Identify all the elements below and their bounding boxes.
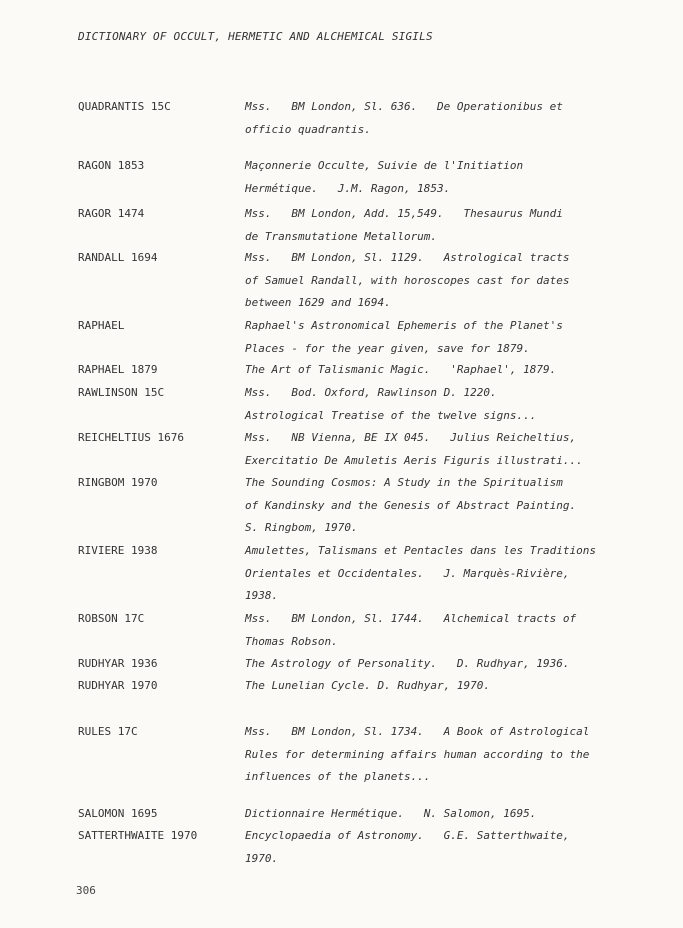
description-line: The Art of Talismanic Magic. 'Raphael', 1879. — [245, 363, 557, 376]
description-line: de Transmutatione Metallorum. — [245, 229, 438, 243]
entry-description — [245, 476, 655, 544]
description-line: Raphael's Astronomical Ephemeris of the Planet's — [245, 319, 563, 332]
entry-key: RUDHYAR 1936 — [78, 657, 158, 670]
entry-description — [245, 159, 655, 204]
entry-key: RANDALL 1694 — [78, 251, 158, 264]
description-line: The Sounding Cosmos: A Study in the Spiritualism — [245, 476, 563, 489]
description-line: Orientales et Occidentales. J. Marquès-Rivière, — [245, 566, 570, 580]
entry-key: RIVIERE 1938 — [78, 544, 158, 557]
description-line: Maçonnerie Occulte, Suivie de l'Initiation — [245, 159, 524, 172]
entry-key: QUADRANTIS 15C — [78, 100, 171, 113]
entry-description — [245, 431, 655, 476]
description-line: influences of the planets... — [245, 770, 431, 783]
entry-description — [245, 829, 655, 874]
entry-key: RAGOR 1474 — [78, 207, 145, 220]
description-line: Astrological Treatise of the twelve signs... — [245, 408, 537, 422]
description-line: Mss. BM London, Sl. 1744. Alchemical tracts of — [245, 612, 577, 625]
description-line: The Astrology of Personality. D. Rudhyar, 1936. — [245, 657, 570, 670]
running-header: DICTIONARY OF OCCULT, HERMETIC AND ALCHEMICAL SIGILS — [78, 30, 433, 43]
description-line: Mss. BM London, Sl. 636. De Operationibus et — [245, 100, 563, 113]
entry-description — [245, 657, 655, 680]
entry-key: RAPHAEL 1879 — [78, 363, 158, 376]
description-line: Mss. BM London, Sl. 1129. Astrological tracts — [245, 251, 570, 264]
entry-key: RINGBOM 1970 — [78, 476, 158, 489]
description-line: The Lunelian Cycle. D. Rudhyar, 1970. — [245, 679, 491, 692]
entry-key: ROBSON 17C — [78, 612, 145, 625]
entry-description — [245, 725, 655, 793]
description-line: 1970. — [245, 851, 279, 865]
entry-key: SATTERTHWAITE 1970 — [78, 829, 198, 842]
entry-key: RAGON 1853 — [78, 159, 145, 172]
description-line: of Kandinsky and the Genesis of Abstract Painting. — [245, 498, 577, 512]
description-line: Mss. BM London, Sl. 1734. A Book of Astrological — [245, 725, 590, 738]
description-line: between 1629 and 1694. — [245, 296, 391, 309]
entry-description — [245, 100, 655, 145]
entry-description — [245, 612, 655, 657]
page-number: 306 — [76, 884, 96, 897]
description-line: Mss. NB Vienna, BE IX 045. Julius Reicheltius, — [245, 431, 577, 444]
entry-description — [245, 386, 655, 431]
description-line: Mss. BM London, Add. 15,549. Thesaurus Mundi — [245, 207, 563, 220]
entry-description — [245, 207, 655, 252]
description-line: Rules for determining affairs human according to the — [245, 747, 590, 761]
entry-key: RULES 17C — [78, 725, 138, 738]
entry-description — [245, 679, 655, 702]
description-line: S. Ringbom, 1970. — [245, 521, 358, 534]
description-line: Thomas Robson. — [245, 634, 338, 648]
description-line: Hermétique. J.M. Ragon, 1853. — [245, 181, 451, 195]
entry-description — [245, 363, 655, 386]
entry-key: RAPHAEL — [78, 319, 125, 332]
description-line: officio quadrantis. — [245, 122, 371, 136]
description-line: of Samuel Randall, with horoscopes cast for dates — [245, 273, 570, 287]
entry-description — [245, 251, 655, 319]
description-line: Places - for the year given, save for 1879. — [245, 341, 530, 355]
description-line: 1938. — [245, 589, 279, 602]
entry-key: RUDHYAR 1970 — [78, 679, 158, 692]
entry-key: REICHELTIUS 1676 — [78, 431, 184, 444]
entry-key: RAWLINSON 15C — [78, 386, 165, 399]
description-line: Dictionnaire Hermétique. N. Salomon, 1695. — [245, 807, 537, 820]
entry-description — [245, 319, 655, 364]
description-line: Exercitatio De Amuletis Aeris Figuris illustrati... — [245, 453, 583, 467]
entry-key: SALOMON 1695 — [78, 807, 158, 820]
description-line: Mss. Bod. Oxford, Rawlinson D. 1220. — [245, 386, 497, 399]
entry-description — [245, 544, 655, 612]
description-line: Encyclopaedia of Astronomy. G.E. Satterthwaite, — [245, 829, 570, 842]
entry-description — [245, 807, 655, 830]
description-line: Amulettes, Talismans et Pentacles dans les Traditions — [245, 544, 596, 557]
